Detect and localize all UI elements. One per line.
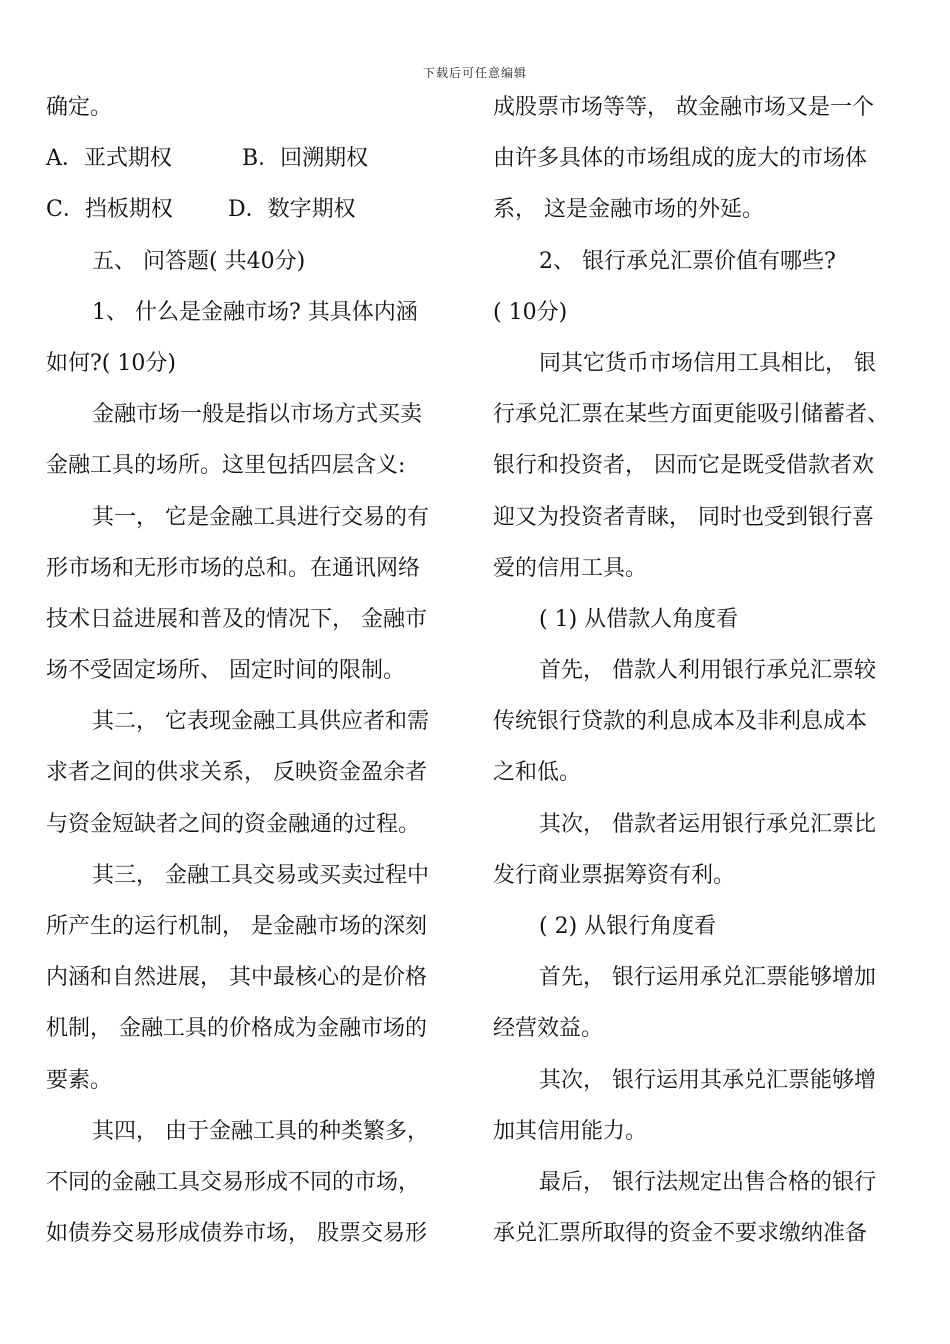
section-heading: 五、 问答题( 共40分) (92, 248, 306, 274)
text-line: 银行和投资者， 因而它是既受借款者欢 (493, 453, 874, 479)
text-line: 其四， 由于金融工具的种类繁多， (92, 1118, 429, 1144)
text-line: 成股票市场等等， 故金融市场又是一个 (493, 95, 874, 120)
text-line: 承兑汇票所取得的资金不要求缴纳准备 (493, 1221, 868, 1247)
options-row-2 (46, 184, 460, 235)
text-line: 要素。 (46, 1067, 113, 1093)
text-line: 首先， 借款人利用银行承兑汇票较 (539, 658, 876, 684)
text-line: 所产生的运行机制， 是金融市场的深刻 (46, 914, 427, 939)
text-line: 其次， 银行运用其承兑汇票能够增 (539, 1067, 876, 1093)
text-line: 如债券交易形成债券市场， 股票交易形 (46, 1221, 427, 1247)
right-column (493, 82, 913, 1259)
subheading: ( 2) 从银行角度看 (539, 914, 717, 939)
text-line: 其一， 它是金融工具进行交易的有 (92, 504, 429, 530)
text-line: 机制， 金融工具的价格成为金融市场的 (46, 1016, 427, 1042)
question-2-cont: ( 10分) (493, 299, 568, 325)
question-1-cont: 如何?( 10分) (46, 350, 176, 376)
left-column (46, 82, 460, 1259)
question-1: 1、 什么是金融市场? 其具体内涵 (92, 299, 418, 325)
option-d: D．数字期权 (228, 197, 356, 223)
text-line: 形市场和无形市场的总和。在通讯网络 (46, 555, 421, 581)
text-line: 最后， 银行法规定出售合格的银行 (539, 1169, 876, 1195)
text-line: 同其它货币市场信用工具相比， 银 (539, 350, 876, 376)
option-c: C．挡板期权 (46, 197, 173, 223)
text-line: 技术日益进展和普及的情况下， 金融市 (46, 606, 427, 632)
text-line: 由许多具体的市场组成的庞大的市场体 (493, 146, 868, 172)
text-line: 不同的金融工具交易形成不同的市场， (46, 1169, 421, 1195)
options-row-1 (46, 133, 460, 184)
text-line: 系， 这是金融市场的外延。 (493, 197, 764, 223)
text-line: 确定。 (46, 95, 113, 120)
text-line: 迎又为投资者青睐， 同时也受到银行喜 (493, 504, 874, 530)
text-line: 之和低。 (493, 760, 582, 786)
text-line: 其次， 借款者运用银行承兑汇票比 (539, 811, 876, 837)
text-line: 与资金短缺者之间的资金融通的过程。 (46, 811, 421, 837)
page-header: 下载后可任意编辑 (422, 66, 527, 80)
text-line: 发行商业票据筹资有利。 (493, 862, 736, 888)
text-line: 其三， 金融工具交易或买卖过程中 (92, 862, 429, 888)
subheading: ( 1) 从借款人角度看 (539, 606, 739, 632)
text-line: 金融工具的场所。这里包括四层含义: (46, 453, 406, 479)
text-line: 加其信用能力。 (493, 1118, 648, 1144)
text-line: 求者之间的供求关系， 反映资金盈余者 (46, 760, 427, 786)
option-a: A．亚式期权 (46, 146, 172, 172)
text-line: 金融市场一般是指以市场方式买卖 (92, 402, 423, 428)
text-line: 首先， 银行运用承兑汇票能够增加 (539, 965, 876, 991)
text-line: 经营效益。 (493, 1016, 604, 1042)
text-line: 行承兑汇票在某些方面更能吸引储蓄者、 (493, 402, 890, 428)
text-line: 爱的信用工具。 (493, 555, 648, 581)
text-line: 其二， 它表现金融工具供应者和需 (92, 709, 429, 735)
text-line: 内涵和自然进展， 其中最核心的是价格 (46, 965, 427, 991)
question-2: 2、 银行承兑汇票价值有哪些? (539, 248, 836, 274)
text-line: 传统银行贷款的利息成本及非利息成本 (493, 709, 868, 735)
option-b: B．回溯期权 (242, 146, 369, 172)
text-line: 场不受固定场所、 固定时间的限制。 (46, 658, 405, 684)
